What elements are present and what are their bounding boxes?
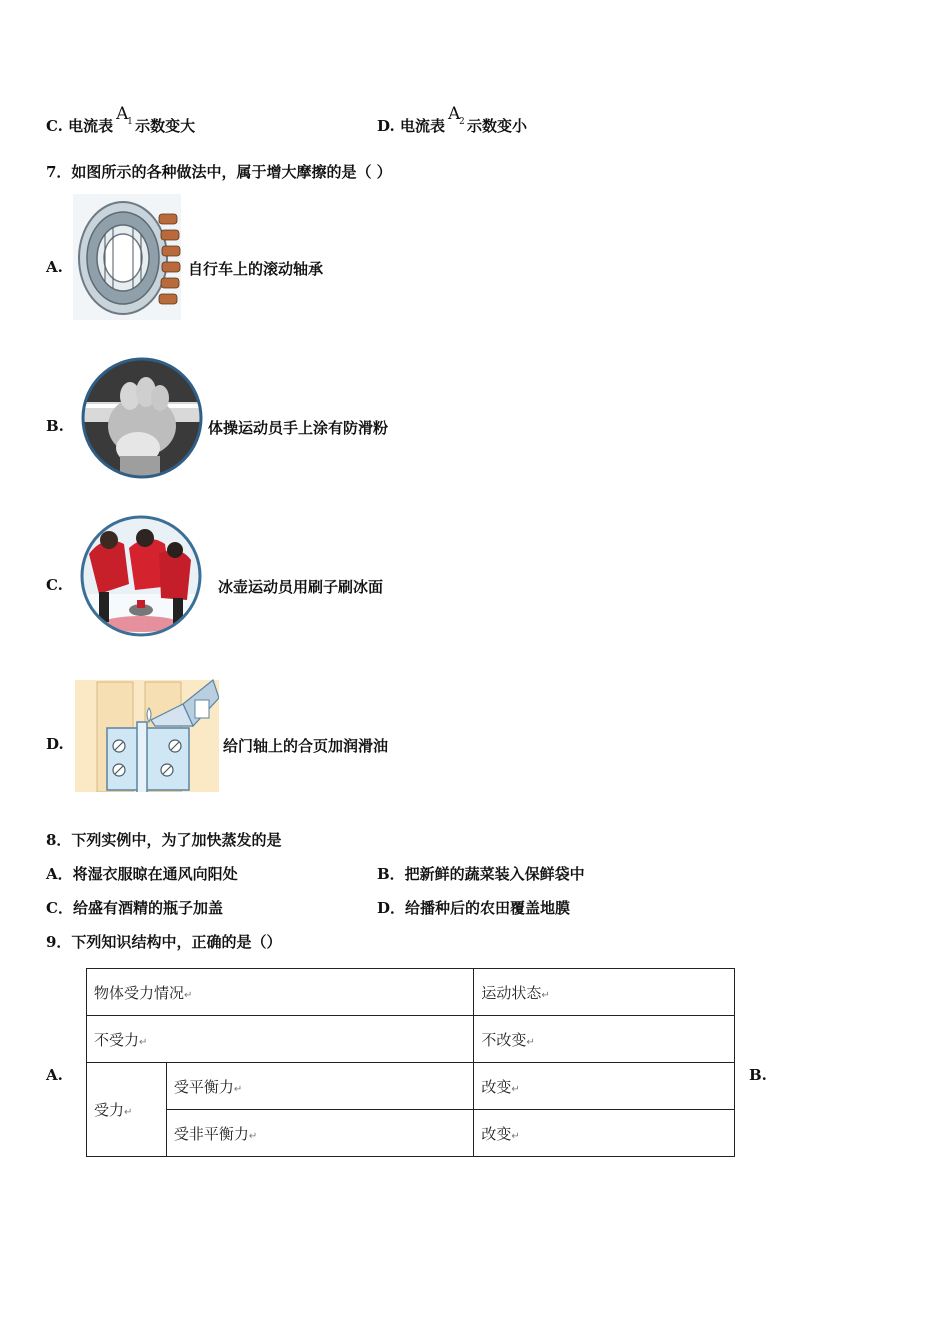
table-row — [87, 969, 735, 1016]
table-cell: 不改变↵ — [474, 1016, 735, 1063]
q6-option-d: D. 电流表 A 2 示数变小 — [377, 104, 527, 135]
table-row — [87, 1110, 735, 1157]
q7-option-a-letter: A. — [46, 258, 63, 276]
q6-option-c: C. 电流表 A 1 示数变大 — [46, 104, 196, 135]
q7-option-c-letter: C. — [46, 576, 63, 594]
q9-stem: 9．下列知识结构中，正确的是（） — [46, 933, 282, 951]
table-row — [87, 1016, 735, 1063]
curling-image — [79, 514, 203, 638]
q7-option-b-letter: B. — [46, 417, 64, 435]
q7-option-c-caption: 冰壶运动员用刷子刷冰面 — [218, 578, 384, 596]
table-cell: 不受力↵ — [87, 1016, 474, 1063]
knowledge-structure-table — [86, 968, 735, 1157]
table-cell: 受平衡力↵ — [166, 1063, 474, 1110]
q8-option-d: D．给播种后的农田覆盖地膜 — [377, 899, 571, 917]
table-cell: 运动状态↵ — [474, 969, 735, 1016]
q7-option-a-caption: 自行车上的滚动轴承 — [188, 260, 324, 278]
q9-option-b-letter: B. — [749, 1066, 767, 1084]
gymnast-hand-image — [80, 356, 204, 480]
table-cell: 受力↵ — [87, 1063, 167, 1157]
ammeter-a2-symbol: A 2 — [447, 104, 465, 127]
hinge-oil-image — [75, 670, 219, 792]
ammeter-a1-symbol: A 1 — [116, 104, 133, 127]
table-cell: 受非平衡力↵ — [166, 1110, 474, 1157]
q8-option-b: B．把新鲜的蔬菜装入保鲜袋中 — [377, 865, 585, 883]
bearing-image — [73, 194, 181, 320]
table-cell: 物体受力情况↵ — [87, 969, 474, 1016]
q7-option-d-letter: D. — [46, 735, 64, 753]
q8-stem: 8．下列实例中，为了加快蒸发的是 — [46, 831, 282, 849]
q7-option-b-caption: 体操运动员手上涂有防滑粉 — [208, 419, 389, 437]
q7-option-d-caption: 给门轴上的合页加润滑油 — [223, 737, 389, 755]
q8-option-a: A．将湿衣服晾在通风向阳处 — [46, 865, 238, 883]
table-row — [87, 1063, 735, 1110]
q7-stem: 7．如图所示的各种做法中，属于增大摩擦的是（ ） — [46, 163, 392, 181]
q9-option-a-letter: A. — [46, 1066, 63, 1084]
table-cell: 改变↵ — [474, 1063, 735, 1110]
table-cell: 改变↵ — [474, 1110, 735, 1157]
q8-option-c: C．给盛有酒精的瓶子加盖 — [46, 899, 223, 917]
